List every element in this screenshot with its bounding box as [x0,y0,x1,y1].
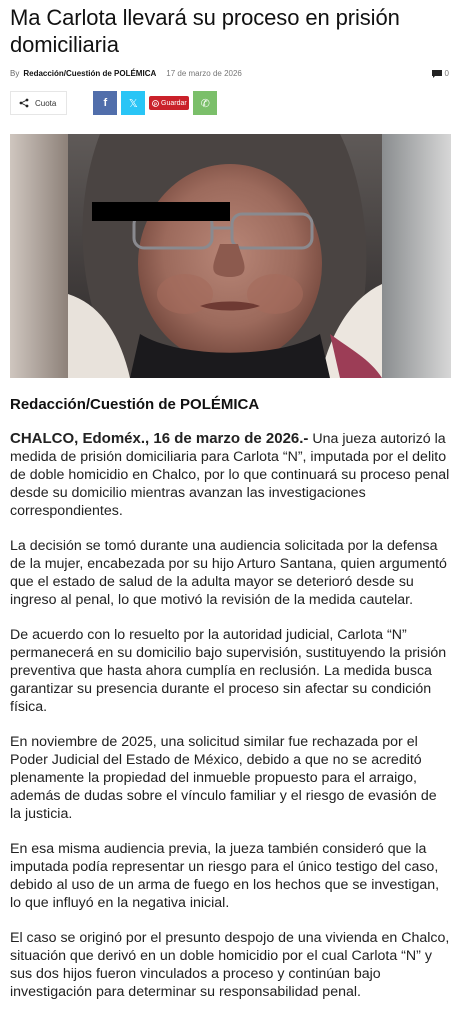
comments-link[interactable] [432,69,449,78]
share-label: Cuota [35,98,57,108]
whatsapp-share-button[interactable] [193,91,217,115]
twitter-share-button[interactable] [121,91,145,115]
lead-text: Una jueza autorizó la medida de prisión domiciliaria para Carlota “N”, imputada por el delito de doble homicidio en Chalco, por lo que continuará su proceso penal desde su domicilio mientras avanzan las investigaciones correspondientes. [10,431,450,519]
publish-date: 17 de marzo de 2026 [166,69,242,78]
lead-dateline: CHALCO, Edoméx., 16 de marzo de 2026.- [10,430,309,447]
comment-icon [432,70,442,78]
article-meta [10,69,451,78]
meta-left [10,69,242,78]
whatsapp-icon: ✆ [200,97,210,110]
by-prefix: By [10,69,20,78]
svg-text:p: p [154,100,157,106]
body-paragraph: En noviembre de 2025, una solicitud similar fue rechazada por el Poder Judicial del Estado de México, debido a que no se acreditó plenamente la propiedad del inmueble propuesto para el arraigo, además de dudas sobre el vínculo familiar y el riesgo de evasión de la justicia. [10,734,437,822]
comment-count: 0 [444,69,449,78]
pinterest-save-button[interactable] [149,96,189,110]
facebook-icon: f [103,97,108,109]
portrait-image [10,134,451,378]
article-body [10,430,451,1001]
body-paragraph: La decisión se tomó durante una audiencia solicitada por la defensa de la mujer, encabezada por su hijo Arturo Santana, quien argumentó que el estado de salud de la adulta mayor se deterioró desde su ingreso al penal, lo que motivó la revisión de la medida cautelar. [10,538,447,608]
body-paragraph: El caso se originó por el presunto despojo de una vivienda en Chalco, situación que derivó en un doble homicidio por el cual Carlota “N” y sus dos hijos fueron vinculados a proceso y continúan bajo investigación para determinar su responsabilidad penal. [10,930,450,1000]
x-icon: 𝕏 [128,97,138,110]
share-icon [19,98,29,108]
pinterest-label: Guardar [161,99,187,107]
share-button[interactable] [10,91,67,115]
pinterest-icon [152,100,159,107]
share-bar [10,91,451,115]
body-paragraph: De acuerdo con lo resuelto por la autoridad judicial, Carlota “N” permanecerá en su domicilio bajo supervisión, sustituyendo la prisión preventiva que hasta ahora cumplía en reclusión. La medida busca garantizar su presencia durante el proceso sin afectar su condición física. [10,627,447,715]
article-title: Ma Carlota llevará su proceso en prisión domiciliaria [10,5,400,57]
lead-paragraph [10,430,451,520]
article-byline: Redacción/Cuestión de POLÉMICA [10,396,260,413]
facebook-share-button[interactable] [93,91,117,115]
author-link[interactable]: Redacción/Cuestión de POLÉMICA [23,69,157,78]
article-photo [10,134,451,378]
body-paragraph: En esa misma audiencia previa, la jueza también consideró que la imputada podía representar un riesgo para el único testigo del caso, debido al uso de un arma de fuego en los hechos que se investigan, lo que influyó en la negativa inicial. [10,841,440,911]
